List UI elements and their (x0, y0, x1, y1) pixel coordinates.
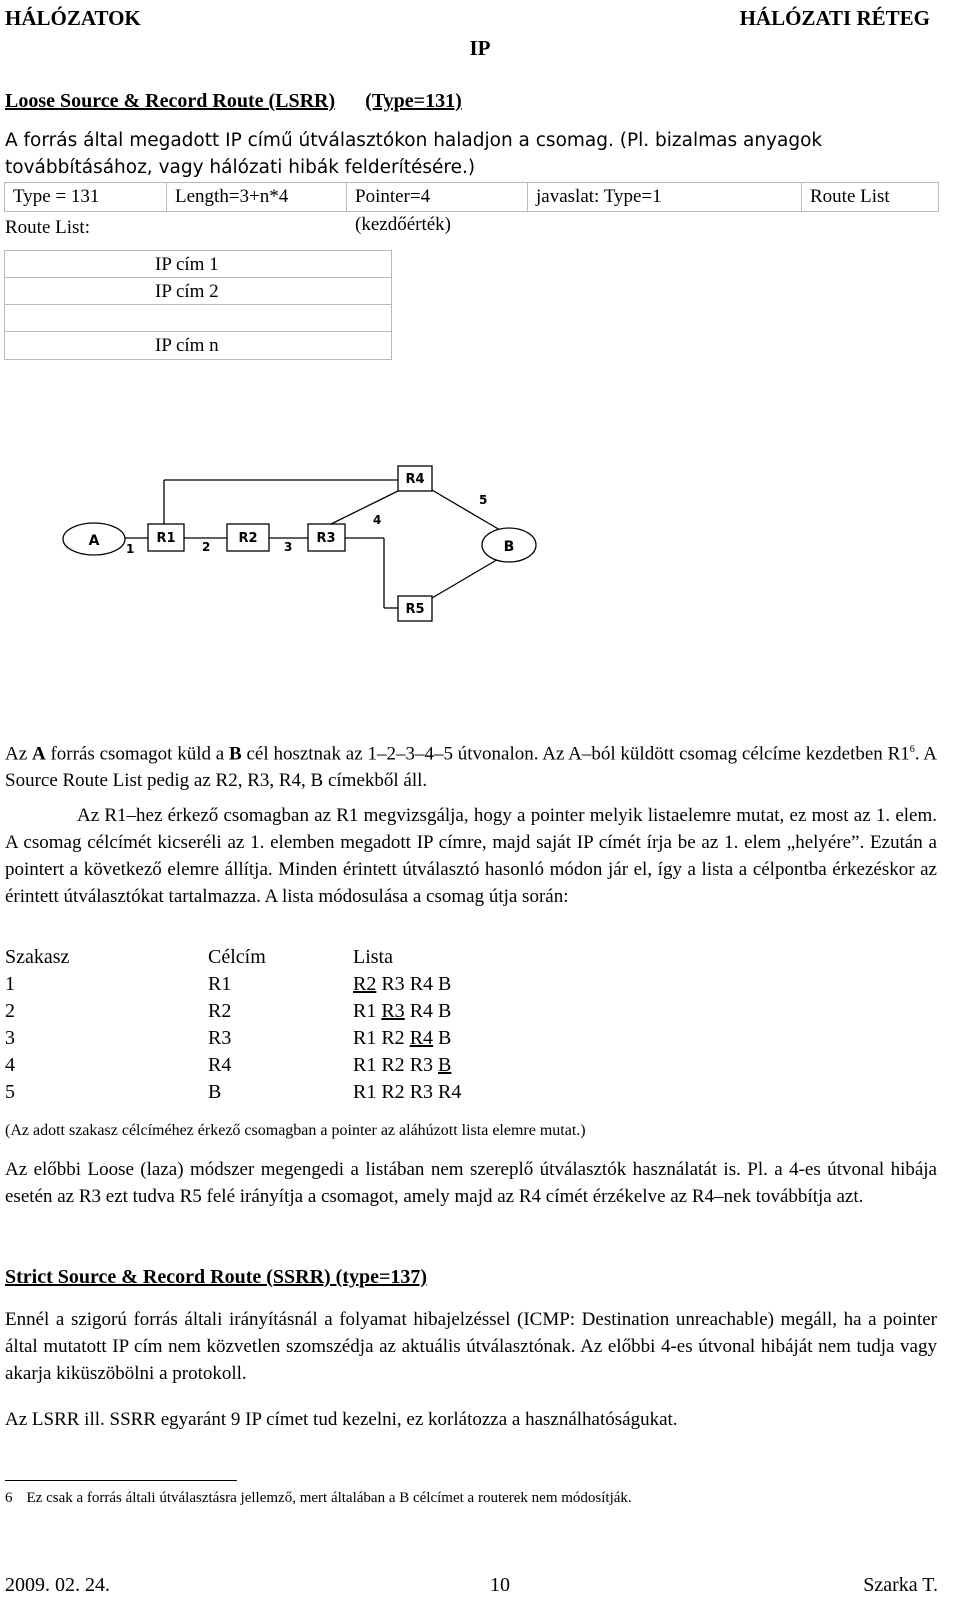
route-list-table (4, 250, 392, 360)
segment-list-item: B (438, 1027, 452, 1049)
node-label-a: A (88, 533, 100, 549)
segment-list-item: R1 (353, 1054, 377, 1076)
ssrr-title: Strict Source & Record Route (SSRR) (type=137) (5, 1266, 428, 1288)
paragraph-ssrr: Ennél a szigorú forrás általi irányításnál a folyamat hibajelzéssel (ICMP: Destination unreachable) megáll, ha a pointer által mutatott IP cím nem közvetlen szomszédja az aktuális útválasztónak. Az előbbi 4-es útvonal hibáját nem tudja vagy akarja kiküszöbölni a protokoll. (5, 1309, 937, 1384)
paragraph-summary: Az LSRR ill. SSRR egyaránt 9 IP címet tud kezelni, ez korlátozza a használhatóságukat. (5, 1409, 678, 1430)
segment-list-item: R2 (381, 1081, 405, 1103)
segment-number: 3 (5, 1027, 15, 1049)
link-label-4: 4 (373, 513, 382, 527)
segment-destination: B (208, 1081, 222, 1103)
footnote-ref: 6 (909, 744, 915, 755)
link-label-2: 2 (202, 540, 211, 554)
segment-number: 4 (5, 1054, 15, 1076)
network-diagram (0, 450, 960, 640)
segment-table (5, 944, 605, 1106)
format-cell-pointer: Pointer=4 (kezdőérték) (347, 183, 528, 211)
segment-list-item: B (438, 973, 452, 995)
footnote-text: Ez csak a forrás általi útválasztásra jellemző, mert általában a B célcímet a routerek nem módosítják. (26, 1490, 632, 1506)
segment-list-item: R2 (381, 1027, 405, 1049)
paragraph-route-example: Az A forrás csomagot küld a B cél hosztnak az 1–2–3–4–5 útvonalon. Az A–ból küldött csomag célcíme kezdetben $R1^6$. A Source Route List pedig az R2, R3, R4, B címekből áll. (5, 743, 937, 792)
route-list-label: Route List: (5, 217, 90, 238)
paragraph-pointer-process: Az R1–hez érkező csomagban az R1 megvizsgálja, hogy a pointer melyik listaelemre mutat, ez most az 1. elem. A csomag célcímét kicseréli az 1. elemben megadott IP címre, majd saját IP címét írja be az 1. elem „helyére”. Ezután a pointert a következő elemre állítja. Minden érintett útválasztó hasonló módon jár el, így a lista a célpontba érkezéskor az érintett útválasztókat tartalmazza. A lista módosulása a csomag útja során: (5, 805, 937, 907)
footer-date: 2009. 02. 24. (5, 1574, 110, 1596)
segment-list-item: R3 (381, 973, 405, 995)
segment-destination: R3 (208, 1027, 232, 1049)
node-label-r2: R2 (238, 531, 258, 546)
link-label-1: 1 (126, 542, 135, 556)
footnote (5, 1490, 632, 1507)
segment-destination: R2 (208, 1000, 232, 1022)
node-label-r1: R1 (156, 531, 176, 546)
segment-table-row (5, 1052, 605, 1079)
paragraph-loose-method: Az előbbi Loose (laza) módszer megengedi a listában nem szereplő útválasztók használatát is. Pl. a 4-es útvonal hibája esetén az R3 ezt tudva R5 felé irányítja a csomagot, amely majd az R4 címét érzékelve az R4–nek továbbítja azt. (5, 1159, 937, 1207)
option-format-table (4, 182, 939, 235)
node-label-r4: R4 (405, 472, 425, 487)
segment-list-item: R3 (409, 1054, 434, 1076)
segment-destination: R1 (208, 973, 232, 995)
segment-list-item: R4 (409, 973, 434, 995)
segment-list-item: R1 (353, 1081, 377, 1103)
segment-table-row (5, 971, 605, 998)
segment-list-item: R2 (353, 973, 377, 995)
header-center: IP (469, 36, 491, 60)
segment-list-item: R3 (409, 1081, 434, 1103)
route-list-item: IP cím n (155, 335, 219, 356)
header-left: HÁLÓZATOK (5, 6, 141, 30)
header-right: HÁLÓZATI RÉTEG (739, 6, 930, 30)
segment-number: 1 (5, 973, 15, 995)
segment-table-row (5, 998, 605, 1025)
footer-page-number: 10 (490, 1574, 510, 1596)
segment-list (353, 971, 451, 998)
table-note: (Az adott szakasz célcíméhez érkező csomagban a pointer az aláhúzott lista elemre mutat.) (5, 1122, 586, 1139)
segment-number: 2 (5, 1000, 15, 1022)
segment-list-item: R1 (353, 1027, 377, 1049)
link-label-5: 5 (479, 493, 488, 507)
segment-list-item: R4 (438, 1081, 462, 1103)
format-cell-length: Length=3+n*4 (167, 183, 347, 211)
format-cell-type: Type = 131 (5, 183, 167, 211)
node-label-r3: R3 (316, 531, 336, 546)
footnote-rule (5, 1480, 237, 1481)
segment-list-item: R3 (381, 1000, 405, 1022)
node-label-b: B (503, 539, 515, 555)
segment-list-item: B (438, 1054, 452, 1076)
segment-table-row (5, 1079, 605, 1106)
node-label-r5: R5 (405, 602, 425, 617)
segment-list-item: B (438, 1000, 452, 1022)
format-cell-suggestion: javaslat: Type=1 (528, 183, 802, 211)
segment-list (353, 998, 451, 1025)
lsrr-title: Loose Source & Record Route (LSRR) (Type=131) (5, 90, 462, 112)
route-list-item: IP cím 2 (5, 278, 391, 305)
segment-destination: R4 (208, 1054, 232, 1076)
segment-list-item: R1 (353, 1000, 377, 1022)
segment-list-item: R4 (409, 1000, 434, 1022)
segment-table-header: Szakasz Célcím Lista (5, 946, 393, 968)
segment-table-row (5, 1025, 605, 1052)
route-list-item: IP cím 1 (5, 251, 391, 278)
segment-list (353, 1079, 461, 1106)
footnote-number: 6 (5, 1490, 13, 1506)
link-label-3: 3 (284, 540, 293, 554)
segment-list (353, 1052, 451, 1079)
segment-number: 5 (5, 1081, 15, 1103)
route-list-item (5, 305, 391, 332)
format-cell-route-list: Route List (810, 186, 890, 207)
lsrr-intro: A forrás által megadott IP című útválasztókon haladjon a csomag. (Pl. bizalmas anyagok továbbításához, vagy hálózati hibák felderítésére.) (5, 130, 823, 178)
footer-author: Szarka T. (863, 1574, 938, 1596)
segment-list-item: R2 (381, 1054, 405, 1076)
segment-list (353, 1025, 451, 1052)
segment-list-item: R4 (409, 1027, 434, 1049)
